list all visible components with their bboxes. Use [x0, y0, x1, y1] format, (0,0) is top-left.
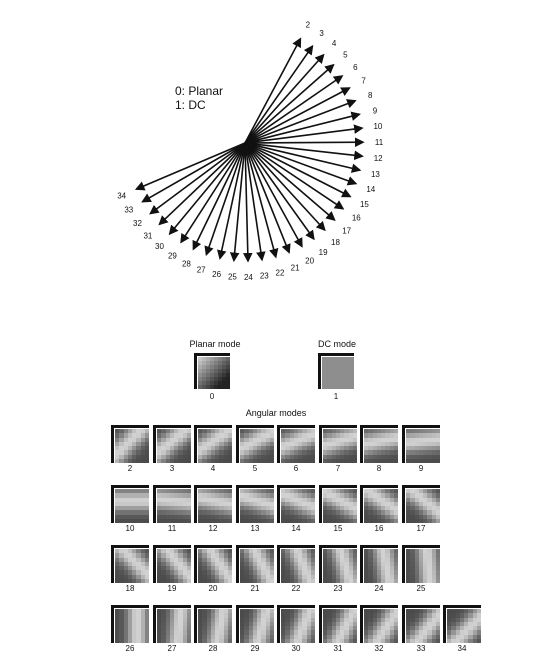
- reference-top-row: [402, 485, 440, 488]
- predicted-block: [447, 609, 481, 643]
- angular-mode-tile-10: [111, 485, 149, 523]
- reference-left-column: [360, 545, 363, 583]
- angular-mode-tile-17: [402, 485, 440, 523]
- legend-dc: 1: DC: [175, 98, 206, 112]
- predicted-block: [240, 609, 274, 643]
- reference-left-column: [194, 485, 197, 523]
- predicted-block: [281, 609, 315, 643]
- reference-top-row: [277, 425, 315, 428]
- angular-mode-caption-17: 17: [416, 524, 426, 533]
- predicted-block: [198, 357, 230, 389]
- dc-mode-header: DC mode: [317, 339, 356, 349]
- reference-top-row: [236, 545, 274, 548]
- reference-top-row: [360, 485, 398, 488]
- dc-mode-caption: 1: [333, 392, 339, 401]
- reference-left-column: [360, 425, 363, 463]
- angular-mode-caption-21: 21: [250, 584, 260, 593]
- angular-mode-caption-31: 31: [333, 644, 343, 653]
- angular-mode-caption-9: 9: [418, 464, 424, 473]
- predicted-block: [406, 549, 440, 583]
- reference-top-row: [277, 485, 315, 488]
- angular-mode-caption-2: 2: [127, 464, 133, 473]
- direction-label-10: 10: [373, 122, 383, 132]
- reference-top-row: [111, 605, 149, 608]
- direction-label-31: 31: [143, 231, 153, 241]
- predicted-block: [281, 489, 315, 523]
- predicted-block: [406, 609, 440, 643]
- reference-left-column: [111, 545, 114, 583]
- predicted-block: [406, 429, 440, 463]
- direction-label-2: 2: [305, 20, 311, 30]
- reference-left-column: [360, 605, 363, 643]
- reference-top-row: [319, 425, 357, 428]
- planar-mode-tile: [194, 353, 230, 389]
- reference-top-row: [443, 605, 481, 608]
- reference-left-column: [402, 425, 405, 463]
- angular-mode-tile-9: [402, 425, 440, 463]
- angular-mode-caption-14: 14: [291, 524, 301, 533]
- reference-top-row: [236, 605, 274, 608]
- angular-mode-tile-19: [153, 545, 191, 583]
- predicted-block: [198, 549, 232, 583]
- reference-top-row: [319, 545, 357, 548]
- reference-left-column: [319, 485, 322, 523]
- reference-left-column: [194, 605, 197, 643]
- angular-mode-tile-16: [360, 485, 398, 523]
- angular-mode-caption-28: 28: [208, 644, 218, 653]
- angular-mode-tile-3: [153, 425, 191, 463]
- reference-left-column: [153, 545, 156, 583]
- angular-mode-caption-34: 34: [457, 644, 467, 653]
- direction-label-17: 17: [342, 226, 352, 236]
- angular-mode-caption-8: 8: [376, 464, 382, 473]
- reference-top-row: [319, 605, 357, 608]
- direction-label-27: 27: [196, 265, 206, 275]
- reference-top-row: [153, 485, 191, 488]
- angular-mode-caption-29: 29: [250, 644, 260, 653]
- predicted-block: [157, 489, 191, 523]
- reference-top-row: [194, 353, 230, 356]
- direction-label-4: 4: [331, 38, 337, 48]
- predicted-block: [115, 609, 149, 643]
- direction-arrow-26: [220, 143, 245, 258]
- reference-left-column: [236, 485, 239, 523]
- angular-mode-caption-32: 32: [374, 644, 384, 653]
- predicted-block: [115, 429, 149, 463]
- reference-left-column: [319, 605, 322, 643]
- angular-mode-tile-25: [402, 545, 440, 583]
- direction-arrow-34: [136, 143, 245, 189]
- predicted-block: [323, 489, 357, 523]
- reference-left-column: [402, 545, 405, 583]
- direction-arrow-33: [143, 143, 245, 202]
- predicted-block: [281, 429, 315, 463]
- direction-label-33: 33: [124, 205, 134, 215]
- direction-label-18: 18: [331, 237, 340, 247]
- angular-mode-caption-6: 6: [293, 464, 299, 473]
- angular-mode-caption-25: 25: [416, 584, 426, 593]
- reference-left-column: [319, 425, 322, 463]
- predicted-block: [198, 489, 232, 523]
- angular-mode-tile-23: [319, 545, 357, 583]
- direction-label-16: 16: [351, 213, 361, 223]
- angular-mode-tile-26: [111, 605, 149, 643]
- direction-label-13: 13: [370, 169, 380, 179]
- reference-left-column: [194, 353, 197, 389]
- angular-mode-tile-34: [443, 605, 481, 643]
- direction-label-15: 15: [359, 199, 369, 209]
- angular-mode-caption-20: 20: [208, 584, 218, 593]
- predicted-block: [323, 609, 357, 643]
- angular-mode-caption-15: 15: [333, 524, 343, 533]
- reference-top-row: [277, 605, 315, 608]
- reference-left-column: [194, 545, 197, 583]
- reference-top-row: [402, 425, 440, 428]
- angular-mode-caption-33: 33: [416, 644, 426, 653]
- reference-left-column: [360, 485, 363, 523]
- reference-top-row: [318, 353, 354, 356]
- reference-left-column: [319, 545, 322, 583]
- predicted-block: [323, 429, 357, 463]
- direction-label-32: 32: [133, 219, 142, 229]
- intra-direction-fan: [0, 0, 552, 300]
- predicted-block: [157, 549, 191, 583]
- direction-label-5: 5: [343, 50, 348, 60]
- direction-label-26: 26: [212, 269, 222, 279]
- direction-label-8: 8: [367, 91, 373, 101]
- reference-top-row: [236, 425, 274, 428]
- direction-arrow-31: [160, 143, 246, 224]
- angular-mode-tile-13: [236, 485, 274, 523]
- reference-left-column: [111, 485, 114, 523]
- direction-label-28: 28: [181, 259, 191, 269]
- reference-left-column: [277, 485, 280, 523]
- angular-mode-tile-5: [236, 425, 274, 463]
- reference-left-column: [153, 425, 156, 463]
- reference-top-row: [402, 545, 440, 548]
- predicted-block: [322, 357, 354, 389]
- angular-modes-header: Angular modes: [245, 408, 307, 418]
- predicted-block: [157, 429, 191, 463]
- angular-mode-tile-22: [277, 545, 315, 583]
- angular-mode-tile-2: [111, 425, 149, 463]
- reference-top-row: [153, 605, 191, 608]
- angular-mode-caption-7: 7: [335, 464, 341, 473]
- direction-label-34: 34: [117, 191, 127, 201]
- reference-top-row: [111, 485, 149, 488]
- angular-mode-caption-30: 30: [291, 644, 301, 653]
- reference-left-column: [277, 605, 280, 643]
- reference-top-row: [194, 425, 232, 428]
- legend-planar: 0: Planar: [175, 84, 224, 98]
- angular-mode-caption-3: 3: [169, 464, 175, 473]
- angular-mode-tile-11: [153, 485, 191, 523]
- reference-top-row: [360, 605, 398, 608]
- angular-mode-caption-27: 27: [167, 644, 177, 653]
- reference-left-column: [194, 425, 197, 463]
- predicted-block: [115, 489, 149, 523]
- direction-label-11: 11: [374, 138, 384, 147]
- angular-mode-tile-7: [319, 425, 357, 463]
- reference-top-row: [194, 485, 232, 488]
- reference-left-column: [277, 425, 280, 463]
- angular-mode-tile-21: [236, 545, 274, 583]
- direction-label-24: 24: [243, 273, 253, 282]
- reference-left-column: [443, 605, 446, 643]
- reference-top-row: [360, 425, 398, 428]
- predicted-block: [364, 609, 398, 643]
- angular-mode-caption-11: 11: [167, 524, 177, 533]
- angular-mode-tile-18: [111, 545, 149, 583]
- angular-mode-tile-30: [277, 605, 315, 643]
- reference-left-column: [277, 545, 280, 583]
- angular-mode-tile-8: [360, 425, 398, 463]
- angular-mode-tile-27: [153, 605, 191, 643]
- direction-label-29: 29: [167, 251, 177, 261]
- planar-mode-header: Planar mode: [189, 339, 241, 349]
- angular-mode-tile-12: [194, 485, 232, 523]
- angular-mode-caption-13: 13: [250, 524, 260, 533]
- direction-label-20: 20: [305, 256, 315, 266]
- angular-mode-caption-26: 26: [125, 644, 135, 653]
- predicted-block: [364, 429, 398, 463]
- predicted-block: [157, 609, 191, 643]
- direction-label-25: 25: [227, 272, 237, 282]
- reference-left-column: [318, 353, 321, 389]
- angular-mode-tile-6: [277, 425, 315, 463]
- direction-arrow-32: [150, 143, 245, 214]
- predicted-block: [364, 549, 398, 583]
- reference-left-column: [236, 545, 239, 583]
- reference-top-row: [236, 485, 274, 488]
- angular-mode-tile-4: [194, 425, 232, 463]
- reference-top-row: [111, 425, 149, 428]
- predicted-block: [364, 489, 398, 523]
- direction-label-3: 3: [319, 29, 324, 38]
- reference-top-row: [194, 545, 232, 548]
- angular-mode-tile-14: [277, 485, 315, 523]
- angular-mode-tile-32: [360, 605, 398, 643]
- angular-mode-tile-24: [360, 545, 398, 583]
- predicted-block: [198, 429, 232, 463]
- angular-mode-tile-29: [236, 605, 274, 643]
- angular-mode-tile-33: [402, 605, 440, 643]
- direction-label-12: 12: [373, 154, 383, 163]
- predicted-block: [240, 549, 274, 583]
- angular-mode-tile-15: [319, 485, 357, 523]
- predicted-block: [240, 489, 274, 523]
- angular-mode-caption-24: 24: [374, 584, 384, 593]
- reference-left-column: [153, 485, 156, 523]
- direction-label-30: 30: [155, 242, 164, 252]
- predicted-block: [323, 549, 357, 583]
- direction-arrow-11: [245, 142, 363, 143]
- direction-label-23: 23: [259, 271, 269, 281]
- direction-label-7: 7: [361, 76, 366, 86]
- direction-label-9: 9: [372, 106, 378, 116]
- reference-left-column: [402, 605, 405, 643]
- planar-mode-caption: 0: [209, 392, 215, 401]
- reference-top-row: [319, 485, 357, 488]
- reference-top-row: [402, 605, 440, 608]
- reference-top-row: [153, 425, 191, 428]
- reference-left-column: [153, 605, 156, 643]
- angular-mode-caption-16: 16: [374, 524, 384, 533]
- direction-arrow-21: [245, 143, 289, 252]
- reference-left-column: [111, 605, 114, 643]
- predicted-block: [198, 609, 232, 643]
- reference-top-row: [111, 545, 149, 548]
- angular-mode-caption-12: 12: [208, 524, 218, 533]
- direction-label-22: 22: [275, 268, 285, 278]
- angular-mode-tile-31: [319, 605, 357, 643]
- direction-arrow-29: [181, 143, 245, 242]
- reference-left-column: [111, 425, 114, 463]
- angular-mode-caption-23: 23: [333, 584, 343, 593]
- mode-legend: [175, 84, 223, 112]
- predicted-block: [281, 549, 315, 583]
- angular-mode-caption-18: 18: [125, 584, 135, 593]
- reference-top-row: [153, 545, 191, 548]
- angular-mode-caption-19: 19: [167, 584, 177, 593]
- reference-left-column: [236, 605, 239, 643]
- reference-left-column: [402, 485, 405, 523]
- dc-mode-tile: [318, 353, 354, 389]
- direction-label-21: 21: [290, 263, 300, 273]
- predicted-block: [115, 549, 149, 583]
- direction-label-19: 19: [318, 247, 328, 257]
- reference-top-row: [277, 545, 315, 548]
- predicted-block: [240, 429, 274, 463]
- angular-mode-caption-10: 10: [125, 524, 135, 533]
- angular-mode-caption-4: 4: [210, 464, 216, 473]
- direction-label-14: 14: [366, 185, 376, 195]
- angular-mode-tile-20: [194, 545, 232, 583]
- reference-top-row: [360, 545, 398, 548]
- predicted-block: [406, 489, 440, 523]
- angular-mode-caption-22: 22: [291, 584, 301, 593]
- direction-label-6: 6: [353, 62, 358, 72]
- angular-mode-caption-5: 5: [252, 464, 258, 473]
- angular-mode-tile-28: [194, 605, 232, 643]
- reference-left-column: [236, 425, 239, 463]
- reference-top-row: [194, 605, 232, 608]
